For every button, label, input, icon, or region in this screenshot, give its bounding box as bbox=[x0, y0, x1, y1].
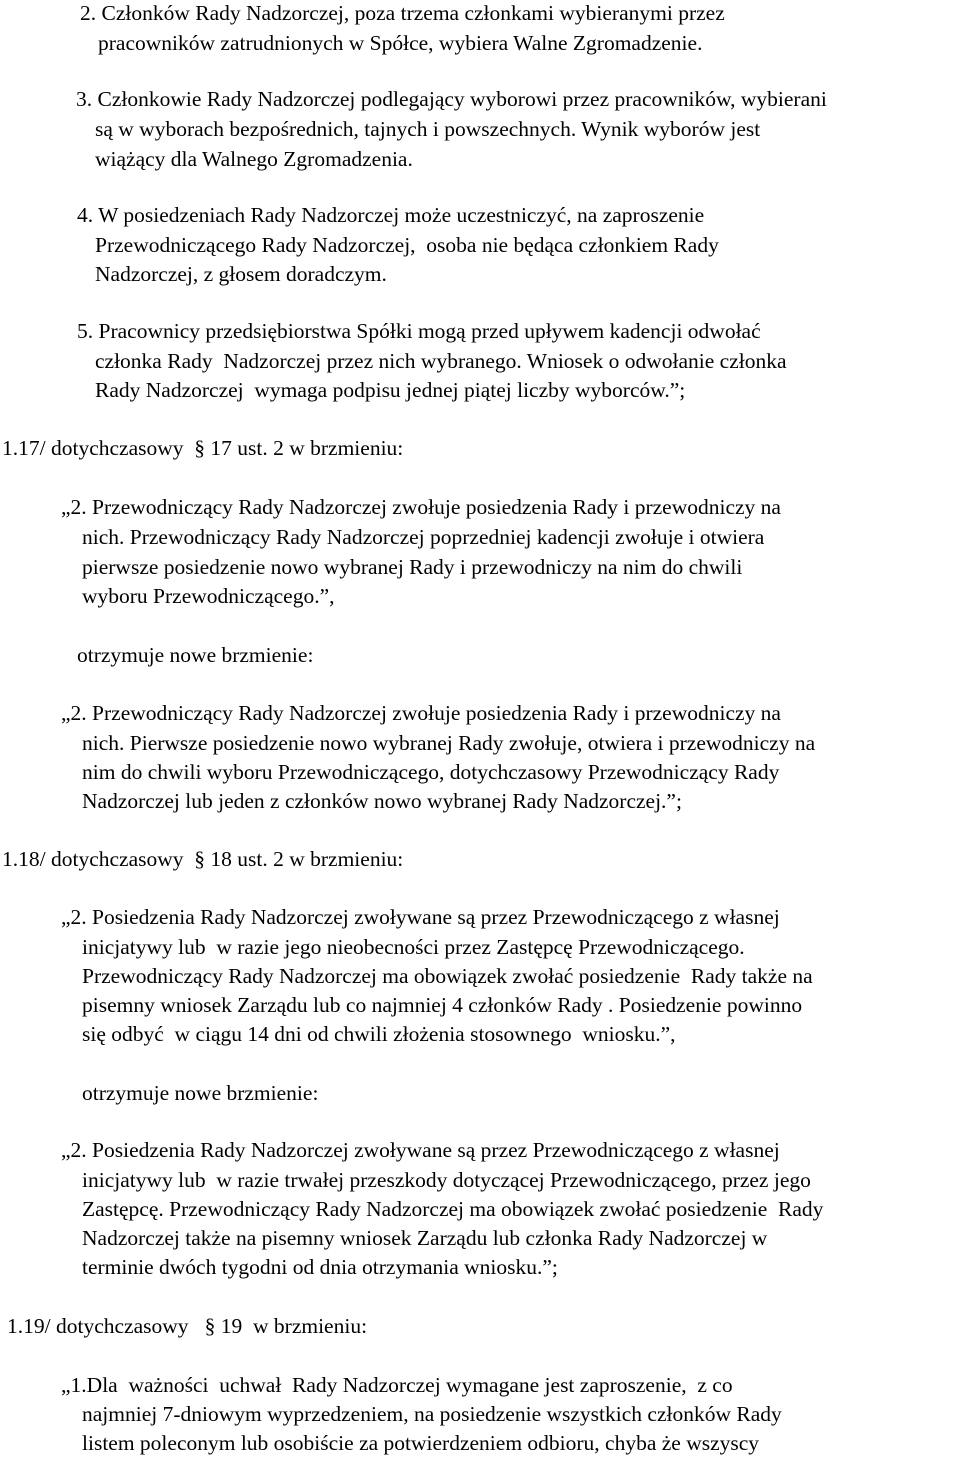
clause-5-line-3: Rady Nadzorczej wymaga podpisu jednej piątej liczby wyborców.”; bbox=[95, 378, 686, 402]
clause-5-line-1: 5. Pracownicy przedsiębiorstwa Spółki mogą przed upływem kadencji odwołać bbox=[77, 319, 761, 343]
old-1-18-line-2: inicjatywy lub w razie jego nieobecności przez Zastępcę Przewodniczącego. bbox=[82, 935, 745, 959]
new-1-18-line-3: Zastępcę. Przewodniczący Rady Nadzorczej ma obowiązek zwołać posiedzenie Rady bbox=[82, 1197, 824, 1221]
old-1-18-line-3: Przewodniczący Rady Nadzorczej ma obowiązek zwołać posiedzenie Rady także na bbox=[82, 964, 813, 988]
old-1-18-line-1: „2. Posiedzenia Rady Nadzorczej zwoływane są przez Przewodniczącego z własnej bbox=[61, 905, 780, 929]
old-1-18-line-5: się odbyć w ciągu 14 dni od chwili złożenia stosownego wniosku.”, bbox=[82, 1022, 676, 1046]
clause-4-line-2: Przewodniczącego Rady Nadzorczej, osoba nie będąca członkiem Rady bbox=[95, 233, 719, 257]
new-1-18-line-2: inicjatywy lub w razie trwałej przeszkody dotyczącej Przewodniczącego, przez jego bbox=[82, 1168, 811, 1192]
old-1-17-line-4: wyboru Przewodniczącego.”, bbox=[82, 584, 335, 608]
clause-5-line-2: członka Rady Nadzorczej przez nich wybranego. Wniosek o odwołanie członka bbox=[95, 349, 787, 373]
old-1-19-line-1: „1.Dla ważności uchwał Rady Nadzorczej wymagane jest zaproszenie, z co bbox=[61, 1373, 733, 1397]
clause-4-line-3: Nadzorczej, z głosem doradczym. bbox=[95, 262, 387, 286]
new-wording-label: otrzymuje nowe brzmienie: bbox=[82, 1081, 319, 1105]
clause-3-line-3: wiążący dla Walnego Zgromadzenia. bbox=[95, 147, 413, 171]
new-1-18-line-5: terminie dwóch tygodni od dnia otrzymania wniosku.”; bbox=[82, 1255, 558, 1279]
clause-2-line-2: pracowników zatrudnionych w Spółce, wybiera Walne Zgromadzenie. bbox=[98, 31, 703, 55]
clause-4-line-1: 4. W posiedzeniach Rady Nadzorczej może uczestniczyć, na zaproszenie bbox=[77, 203, 705, 227]
new-1-18-line-1: „2. Posiedzenia Rady Nadzorczej zwoływane są przez Przewodniczącego z własnej bbox=[61, 1138, 780, 1162]
new-1-17-line-1: „2. Przewodniczący Rady Nadzorczej zwołuje posiedzenia Rady i przewodniczy na bbox=[61, 701, 781, 725]
new-1-17-line-4: Nadzorczej lub jeden z członków nowo wybranej Rady Nadzorczej.”; bbox=[82, 789, 682, 813]
old-1-17-line-2: nich. Przewodniczący Rady Nadzorczej poprzedniej kadencji zwołuje i otwiera bbox=[82, 525, 765, 549]
clause-3-line-2: są w wyborach bezpośrednich, tajnych i powszechnych. Wynik wyborów jest bbox=[95, 117, 761, 141]
heading-1-18: 1.18/ dotychczasowy § 18 ust. 2 w brzmieniu: bbox=[2, 847, 404, 871]
old-1-19-line-3: listem poleconym lub osobiście za potwierdzeniem odbioru, chyba że wszyscy bbox=[82, 1431, 760, 1455]
new-1-18-line-4: Nadzorczej także na pisemny wniosek Zarządu lub członka Rady Nadzorczej w bbox=[82, 1226, 768, 1250]
old-1-17-line-1: „2. Przewodniczący Rady Nadzorczej zwołuje posiedzenia Rady i przewodniczy na bbox=[61, 495, 781, 519]
new-1-17-line-3: nim do chwili wyboru Przewodniczącego, dotychczasowy Przewodniczący Rady bbox=[82, 760, 780, 784]
old-1-17-line-3: pierwsze posiedzenie nowo wybranej Rady i przewodniczy na nim do chwili bbox=[82, 555, 743, 579]
new-1-17-line-2: nich. Pierwsze posiedzenie nowo wybranej Rady zwołuje, otwiera i przewodniczy na bbox=[82, 731, 816, 755]
clause-2-line-1: 2. Członków Rady Nadzorczej, poza trzema członkami wybieranymi przez bbox=[80, 1, 725, 25]
heading-1-19: 1.19/ dotychczasowy § 19 w brzmieniu: bbox=[7, 1314, 368, 1338]
old-1-18-line-4: pisemny wniosek Zarządu lub co najmniej 4 członków Rady . Posiedzenie powinno bbox=[82, 993, 803, 1017]
old-1-19-line-2: najmniej 7-dniowym wyprzedzeniem, na posiedzenie wszystkich członków Rady bbox=[82, 1402, 782, 1426]
clause-3-line-1: 3. Członkowie Rady Nadzorczej podlegający wyborowi przez pracowników, wybierani bbox=[76, 87, 827, 111]
new-wording-label: otrzymuje nowe brzmienie: bbox=[77, 643, 314, 667]
heading-1-17: 1.17/ dotychczasowy § 17 ust. 2 w brzmieniu: bbox=[2, 436, 404, 460]
